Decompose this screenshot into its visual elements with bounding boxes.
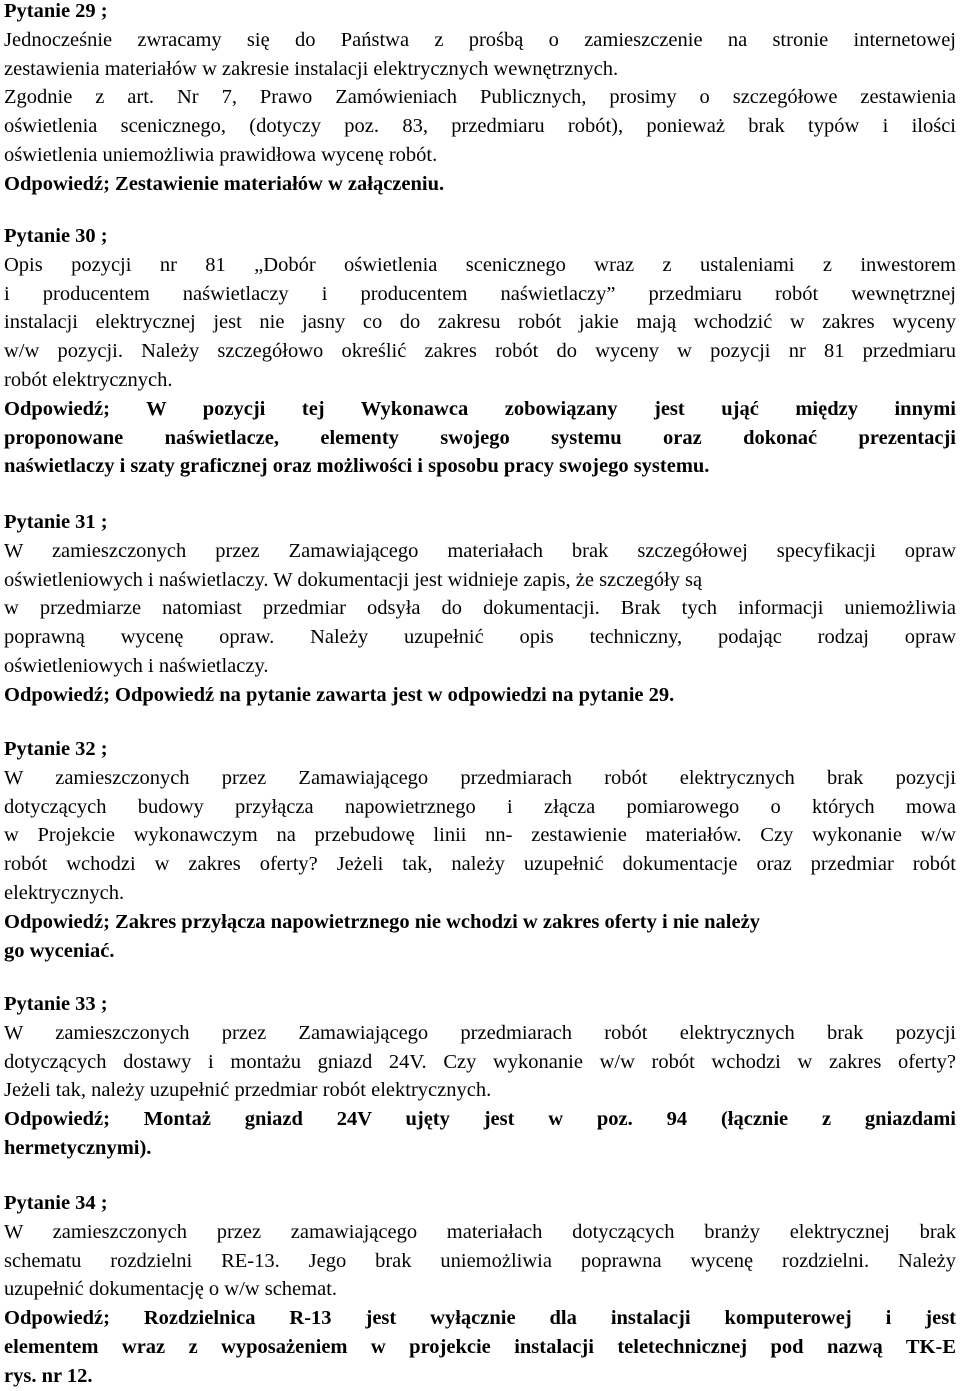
question-body-line: oświetlenia scenicznego, (dotyczy poz. 83, przedmiaru robót), ponieważ brak typów i ilości <box>4 115 956 138</box>
question-heading: Pytanie 34 ; <box>4 1192 108 1214</box>
question-body-line: robót elektrycznych. <box>4 368 173 391</box>
question-body-line: schematu rozdzielni RE-13. Jego brak uniemożliwia poprawna wycenę rozdzielni. Należy <box>4 1249 956 1272</box>
question-body-line: instalacji elektrycznej jest nie jasny co do zakresu robót jakie mają wchodzić w zakres wyceny <box>4 311 956 334</box>
answer-line: hermetycznymi). <box>4 1136 152 1159</box>
question-heading: Pytanie 31 ; <box>4 511 108 533</box>
question-heading: Pytanie 32 ; <box>4 738 108 760</box>
question-body-line: dotyczących budowy przyłącza napowietrznego i złącza pomiarowego o których mowa <box>4 795 956 818</box>
answer-line: Odpowiedź; Rozdzielnica R-13 jest wyłącznie dla instalacji komputerowej i jest <box>4 1307 956 1330</box>
question-body-line: Opis pozycji nr 81 „Dobór oświetlenia scenicznego wraz z ustaleniami z inwestorem <box>4 253 956 276</box>
question-heading: Pytanie 30 ; <box>4 225 108 247</box>
question-body-line: W zamieszczonych przez Zamawiającego przedmiarach robót elektrycznych brak pozycji <box>4 766 956 789</box>
question-body-line: uzupełnić dokumentację o w/w schemat. <box>4 1278 338 1301</box>
answer-line: go wyceniać. <box>4 939 115 962</box>
answer-line: Odpowiedź; W pozycji tej Wykonawca zobowiązany jest ująć między innymi <box>4 397 956 420</box>
question-body-line: Zgodnie z art. Nr 7, Prawo Zamówieniach Publicznych, prosimy o szczegółowe zestawienia <box>4 86 956 109</box>
answer-line: Odpowiedź; Zakres przyłącza napowietrznego nie wchodzi w zakres oferty i nie należy <box>4 910 760 933</box>
question-body-line: oświetlenia uniemożliwia prawidłowa wycenę robót. <box>4 143 438 166</box>
question-body-line: oświetleniowych i naświetlaczy. <box>4 654 269 677</box>
answer-line: Odpowiedź; Zestawienie materiałów w załączeniu. <box>4 172 445 195</box>
question-body-line: W zamieszczonych przez zamawiającego materiałach dotyczących branży elektrycznej brak <box>4 1220 956 1243</box>
question-body-line: W zamieszczonych przez Zamawiającego materiałach brak szczegółowej specyfikacji opraw <box>4 539 956 562</box>
answer-line: Odpowiedź; Montaż gniazd 24V ujęty jest w poz. 94 (łącznie z gniazdami <box>4 1108 956 1131</box>
question-32 <box>4 735 956 965</box>
answer-line: proponowane naświetlacze, elementy swojego systemu oraz dokonać prezentacji <box>4 426 956 449</box>
question-body-line: Jeżeli tak, należy uzupełnić przedmiar robót elektrycznych. <box>4 1079 492 1102</box>
answer-line: naświetlaczy i szaty graficznej oraz możliwości i sposobu pracy swojego systemu. <box>4 455 710 478</box>
question-34 <box>4 1189 956 1391</box>
question-29 <box>4 0 956 199</box>
question-body-line: dotyczących dostawy i montażu gniazd 24V. Czy wykonanie w/w robót wchodzi w zakres oferty? <box>4 1050 956 1073</box>
answer-line: elementem wraz z wyposażeniem w projekcie instalacji teletechnicznej pod nazwą TK-E <box>4 1335 956 1358</box>
answer-line: rys. nr 12. <box>4 1364 93 1387</box>
question-body-line: oświetleniowych i naświetlaczy. W dokumentacji jest widnieje zapis, że szczegóły są <box>4 568 703 591</box>
answer-line: Odpowiedź; Odpowiedź na pytanie zawarta jest w odpowiedzi na pytanie 29. <box>4 683 675 706</box>
question-body-line: w Projekcie wykonawczym na przebudowę linii nn- zestawienie materiałów. Czy wykonanie w/w <box>4 824 956 847</box>
question-heading: Pytanie 29 ; <box>4 0 108 22</box>
question-body-line: w przedmiarze natomiast przedmiar odsyła do dokumentacji. Brak tych informacji uniemożliwia <box>4 597 956 620</box>
question-body-line: W zamieszczonych przez Zamawiającego przedmiarach robót elektrycznych brak pozycji <box>4 1021 956 1044</box>
question-body-line: robót wchodzi w zakres oferty? Jeżeli tak, należy uzupełnić dokumentacje oraz przedmiar robót <box>4 853 956 876</box>
question-body-line: i producentem naświetlaczy i producentem naświetlaczy” przedmiaru robót wewnętrznej <box>4 282 956 305</box>
question-30 <box>4 222 956 481</box>
question-body-line: zestawienia materiałów w zakresie instalacji elektrycznych wewnętrznych. <box>4 57 619 80</box>
question-31 <box>4 508 956 710</box>
question-body-line: poprawną wycenę opraw. Należy uzupełnić opis techniczny, podając rodzaj opraw <box>4 626 956 649</box>
question-body-line: Jednocześnie zwracamy się do Państwa z prośbą o zamieszczenie na stronie internetowej <box>4 28 956 51</box>
question-heading: Pytanie 33 ; <box>4 993 108 1015</box>
question-body-line: w/w pozycji. Należy szczegółowo określić zakres robót do wyceny w pozycji nr 81 przedmiaru <box>4 340 956 363</box>
question-33 <box>4 990 956 1163</box>
question-body-line: elektrycznych. <box>4 881 125 904</box>
